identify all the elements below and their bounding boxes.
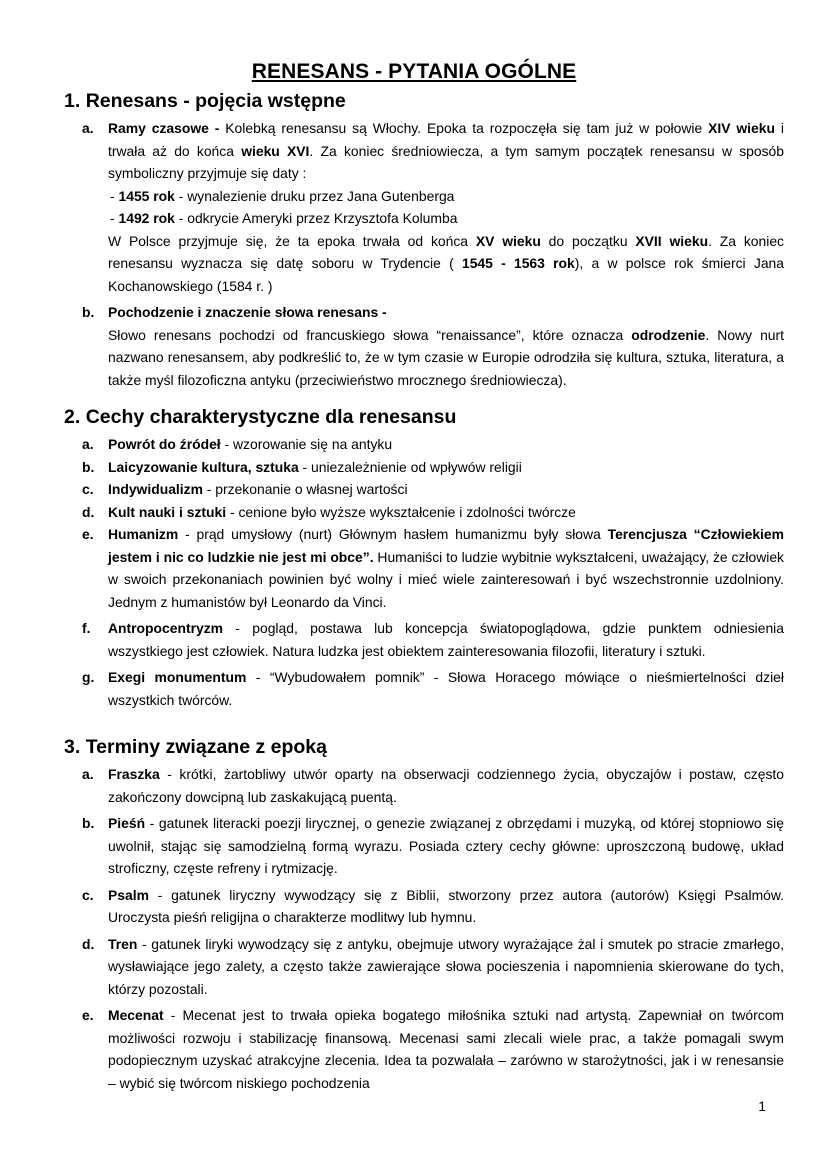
item-quote: Terencjusza “Człowiekiem jestem i nic co ludzkie nie jest mi obce”.	[108, 526, 784, 565]
section-title: Cechy charakterystyczne dla renesansu	[85, 406, 457, 428]
item-term: Pochodzenie i znaczenie słowa renesans -	[108, 304, 387, 320]
list-item: c. Indywidualizm - przekonanie o własnej wartości	[82, 481, 408, 497]
section-2	[64, 406, 784, 715]
list-item: d. Kult nauki i sztuki - cenione było wyższe wykształcenie i zdolności twórcze	[82, 503, 576, 520]
item-paragraph: W Polsce przyjmuje się, że ta epoka trwała od końca XV wieku do początku XVII wieku. Za koniec renesansu wyznacza się datę soboru w Trydencie ( 1545 - 1563 rok), a w polsce rok śmierci Jana Kochanowskiego (1584 r. )	[108, 232, 785, 294]
item-term: Tren	[108, 935, 138, 952]
item-text: - “Wybudowałem pomnik” - Słowa Horacego mówiące o nieśmiertelności dzieł wszystkich twórców.	[108, 669, 784, 708]
item-text: - cenione było wyższe wykształcenie i zdolności twórcze	[226, 503, 576, 520]
list-item	[64, 117, 784, 297]
item-term: Mecenat	[108, 1007, 164, 1023]
item-term: Kult nauki i sztuki	[108, 503, 227, 520]
item-term: Laicyzowanie kultura, sztuka	[108, 458, 299, 475]
item-text: - gatunek liryczny wywodzący się z Biblii, stworzony przez autora (autorów) Księgi Psalmów. Uroczysta pieśń religijna o charakterze modlitwy lub hymnu.	[108, 886, 784, 925]
section-heading	[64, 406, 784, 429]
item-text: - gatunek liryki wywodzący się z antyku, obejmuje utwory wyrażające żal i smutek po stracie zmarłego, wysławiające jego zalety, a często także zawierające słowa pocieszenia i napomnienia skierowane do tych, którzy pozostali.	[108, 935, 784, 997]
section-number: 1.	[64, 90, 81, 112]
item-term: Powrót do źródeł	[108, 436, 221, 452]
list-item: f. Antropocentryzm - pogląd, postawa lub koncepcja światopoglądowa, gdzie punktem odniesienia wszystkiego jest człowiek. Natura ludzka jest obiektem zainteresowania filozofii, literatury i sztuki.	[82, 620, 784, 659]
list-item	[64, 301, 784, 391]
page-title: RENESANS - PYTANIA OGÓLNE	[251, 60, 577, 83]
item-term: Exegi monumentum	[108, 669, 247, 685]
item-text: - krótki, żartobliwy utwór oparty na obserwacji codziennego życia, obyczajów i postaw, często zakończony dowcipną lub zaskakującą puentą.	[108, 766, 784, 805]
section-3	[64, 736, 784, 1098]
item-term: Humanizm	[108, 526, 179, 542]
item-sep: -	[208, 120, 226, 136]
item-term: Indywidualizm	[108, 481, 203, 497]
section-1	[64, 90, 784, 395]
list-item: a. Fraszka - krótki, żartobliwy utwór oparty na obserwacji codziennego życia, obyczajów i postaw, często zakończony dowcipną lub zaskakującą puentą.	[82, 766, 784, 805]
item-text: Kolebką renesansu są Włochy. Epoka ta rozpoczęła się tam już w połowie	[225, 120, 709, 136]
list-item: e. Humanizm - prąd umysłowy (nurt) Głównym hasłem humanizmu były słowa Terencjusza “Człowiekiem jestem i nic co ludzkie nie jest mi obce”. Humaniści to ludzie wybitnie wykształceni, uważający, że człowiek w swoich przekonaniach powinien być wolny i mieć wiele zainteresowań i być wszechstronnie uzdolniony. Jednym z humanistów był Leonardo da Vinci.	[82, 526, 785, 610]
item-list	[64, 763, 784, 1094]
item-term: Fraszka	[108, 766, 160, 782]
list-item: b. Pieśń - gatunek literacki poezji lirycznej, o genezie związanej z obrzędami i muzyką, od której stopniowo się uwolnił, stając się samodzielną formą wyrazu. Posiada cztery cechy główne: uproszczoną budowę, układ stroficzny, częste refreny i rytmizację.	[82, 815, 784, 876]
item-text: - Mecenat jest to trwała opieka bogatego miłośnika sztuki nad artystą. Zapewniał on twórcom możliwości rozwoju i stabilizację finansową. Mecenasi sami zlecali wiele prac, a także pomagali swym podopiecznym uzyskać atrakcyjne zlecenia. Idea ta pozwalała – zarówno w starożytności, jak i w renesansie – wybić się twórcom niskiego pochodzenia	[108, 1007, 784, 1091]
item-text: - przekonanie o własnej wartości	[202, 481, 408, 497]
date-line: - 1492 rok - odkrycie Ameryki przez Krzysztofa Kolumba	[110, 210, 458, 226]
item-list	[64, 433, 784, 711]
item-bold: wieku XVI	[241, 142, 310, 159]
item-text: - uniezależnienie od wpływów religii	[298, 458, 522, 475]
page-number: 1	[758, 1098, 766, 1114]
item-bold: XIV wieku	[708, 120, 775, 136]
list-item: c. Psalm - gatunek liryczny wywodzący się z Biblii, stworzony przez autora (autorów) Księgi Psalmów. Uroczysta pieśń religijna o charakterze modlitwy lub hymnu.	[82, 886, 784, 925]
item-text: . Za koniec średniowiecza, a tym samym początek renesansu w sposób symboliczny przyjmuje się daty :	[108, 142, 784, 181]
section-heading	[64, 90, 784, 113]
section-number: 2.	[64, 406, 81, 428]
item-text: i trwała aż do końca	[108, 120, 784, 159]
item-text: - gatunek literacki poezji lirycznej, o genezie związanej z obrzędami i muzyką, od której stopniowo się uwolnił, stając się samodzielną formą wyrazu. Posiada cztery cechy główne: uproszczoną budowę, układ stroficzny, częste refreny i rytmizację.	[108, 815, 784, 876]
date-line: - 1455 rok - wynalezienie druku przez Jana Gutenberga	[110, 187, 455, 204]
item-list	[64, 117, 784, 391]
list-item: d. Tren - gatunek liryki wywodzący się z antyku, obejmuje utwory wyrażające żal i smutek po stracie zmarłego, wysławiające jego zalety, a często także zawierające słowa pocieszenia i napomnienia skierowane do tych, którzy pozostali.	[82, 935, 784, 997]
item-text: - pogląd, postawa lub koncepcja światopoglądowa, gdzie punktem odniesienia wszystkiego jest człowiek. Natura ludzka jest obiektem zainteresowania filozofii, literatury i sztuki.	[108, 620, 784, 659]
section-number: 3.	[64, 736, 81, 758]
item-term: Antropocentryzm	[108, 620, 223, 636]
item-text: Słowo renesans pochodzi od francuskiego słowa “renaissance”, które oznacza	[108, 326, 632, 343]
list-item: e. Mecenat - Mecenat jest to trwała opieka bogatego miłośnika sztuki nad artystą. Zapewniał on twórcom możliwości rozwoju i stabilizację finansową. Mecenasi sami zlecali wiele prac, a także pomagali swym podopiecznym uzyskać atrakcyjne zlecenia. Idea ta pozwalała – zarówno w starożytności, jak i w renesansie – wybić się twórcom niskiego pochodzenia	[82, 1007, 784, 1091]
item-text: - prąd umysłowy (nurt) Głównym hasłem humanizmu były słowa	[178, 526, 608, 542]
item-text: - wzorowanie się na antyku	[220, 436, 393, 452]
item-term: Ramy czasowe	[108, 120, 209, 136]
item-marker: a.	[82, 120, 94, 136]
item-marker: b.	[82, 304, 95, 320]
item-text: Humaniści to ludzie wybitnie wykształceni, uważający, że człowiek w swoich przekonaniach powinien być wolny i mieć wiele zainteresowań i być wszechstronnie uzdolniony. Jednym z humanistów był Leonardo da Vinci.	[108, 548, 785, 610]
item-bold: odrodzenie	[631, 326, 706, 343]
section-title: Terminy związane z epoką	[85, 736, 327, 758]
item-term: Pieśń	[108, 815, 146, 831]
item-term: Psalm	[108, 886, 149, 903]
list-item: g. Exegi monumentum - “Wybudowałem pomnik” - Słowa Horacego mówiące o nieśmiertelności dzieł wszystkich twórców.	[82, 669, 784, 708]
list-item: b. Laicyzowanie kultura, sztuka - uniezależnienie od wpływów religii	[82, 458, 522, 475]
section-title: Renesans - pojęcia wstępne	[85, 90, 346, 112]
item-text: . Nowy nurt nazwano renesansem, aby podkreślić to, że w tym czasie w Europie odrodziła się kultura, sztuka, literatura, a także myśl filozoficzna antyku (przeciwieństwo mrocznego średniowiecza).	[108, 326, 784, 388]
list-item: a. Powrót do źródeł - wzorowanie się na antyku	[82, 436, 393, 452]
section-heading	[64, 736, 784, 759]
